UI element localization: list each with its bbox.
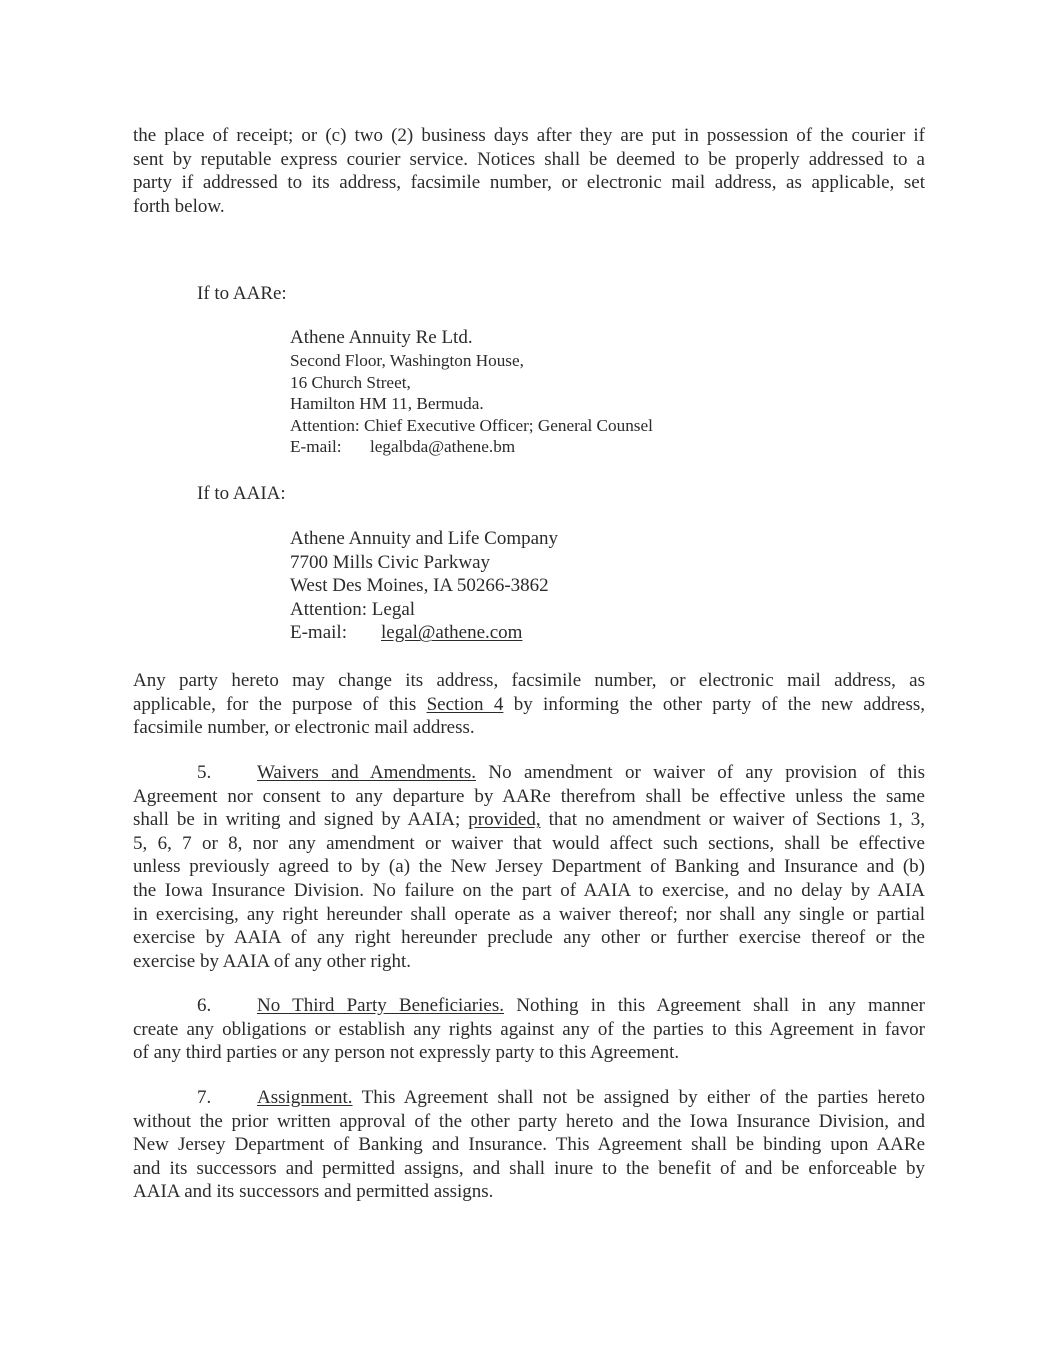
- text-segment: Agreement nor consent to any departure by AARe therefrom shall be effective unless the same: [133, 785, 925, 807]
- text-segment: without the prior written approval of the other party hereto and the Iowa Insurance Division, and: [133, 1110, 925, 1132]
- text-line: [133, 1110, 925, 1134]
- text-line: [133, 1018, 925, 1042]
- aare-address-block: [290, 326, 653, 458]
- aaia-label: If to AAIA:: [197, 483, 286, 504]
- text-segment: facsimile number, or electronic mail address.: [133, 717, 475, 739]
- text-segment: the Iowa Insurance Division. No failure on the part of AAIA to exercise, and no delay by AAIA: [133, 879, 925, 901]
- text-line: [133, 994, 925, 1018]
- text-line: [133, 693, 925, 717]
- text-segment: Nothing in this Agreement shall in any manner: [503, 995, 926, 1016]
- aare-address-line: Second Floor, Washington House,: [290, 351, 524, 370]
- text-line: [133, 808, 925, 832]
- change-address-paragraph: [133, 669, 925, 740]
- underlined-heading: provided,: [468, 809, 541, 831]
- text-segment: create any obligations or establish any rights against any of the parties to this Agreement in favor: [133, 1018, 925, 1040]
- underlined-heading: Waivers and Amendments.: [257, 762, 476, 783]
- text-line: [133, 124, 925, 148]
- aaia-name: Athene Annuity and Life Company: [290, 528, 559, 549]
- text-line: [133, 761, 925, 785]
- text-segment: that no amendment or waiver of Sections 1, 3,: [540, 809, 926, 831]
- underlined-heading: Section 4: [426, 693, 504, 715]
- text-line: [133, 716, 925, 740]
- aaia-address-line: West Des Moines, IA 50266-3862: [290, 575, 549, 597]
- aaia-attention: Attention: Legal: [290, 598, 416, 620]
- text-segment: New Jersey Department of Banking and Insurance. This Agreement shall be binding upon AARe: [133, 1134, 925, 1156]
- section-5-waivers-and-amendments: [133, 761, 925, 973]
- text-line: [133, 669, 925, 693]
- text-segment: Any party hereto may change its address, facsimile number, or electronic mail address, as: [133, 670, 925, 691]
- aare-address-line: Hamilton HM 11, Bermuda.: [290, 394, 484, 414]
- underlined-heading: No Third Party Beneficiaries.: [257, 995, 504, 1016]
- text-segment: sent by reputable express courier service. Notices shall be deemed to be properly addressed to a: [133, 148, 925, 170]
- text-line: [133, 855, 925, 879]
- text-segment: exercise by AAIA of any right hereunder preclude any other or further exercise thereof or the: [133, 927, 925, 949]
- text-segment: unless previously agreed to by (a) the New Jersey Department of Banking and Insurance and (b): [133, 856, 925, 878]
- text-line: [133, 785, 925, 809]
- text-segment: forth below.: [133, 195, 225, 217]
- aare-email: legalbda@athene.bm: [370, 437, 516, 457]
- aaia-address-line: 7700 Mills Civic Parkway: [290, 551, 491, 573]
- text-segment: No amendment or waiver of any provision of this: [475, 762, 926, 783]
- text-segment: and its successors and permitted assigns, and shall inure to the benefit of and be enforceable by: [133, 1157, 925, 1179]
- text-segment: the place of receipt; or (c) two (2) business days after they are put in possession of the courier if: [133, 125, 925, 146]
- text-line: [133, 879, 925, 903]
- section-number: 6.: [197, 995, 212, 1016]
- section-number: 7.: [197, 1087, 212, 1108]
- text-line: [133, 1041, 925, 1065]
- text-line: [133, 1157, 925, 1181]
- aaia-email-link[interactable]: legal@athene.com: [381, 622, 523, 644]
- underlined-heading: Assignment.: [257, 1087, 353, 1108]
- text-segment: shall be in writing and signed by AAIA;: [133, 809, 469, 831]
- aaia-address-block: [290, 527, 558, 645]
- text-segment: exercise by AAIA of any other right.: [133, 950, 412, 972]
- text-segment: of any third parties or any person not expressly party to this Agreement.: [133, 1042, 680, 1064]
- text-segment: in exercising, any right hereunder shall operate as a waiver thereof; nor shall any single or partial: [133, 903, 925, 925]
- text-line: [133, 171, 925, 195]
- aare-attention: Attention: Chief Executive Officer; General Counsel: [290, 415, 653, 435]
- text-segment: by informing the other party of the new address,: [503, 693, 925, 715]
- section-7-assignment: [133, 1086, 925, 1204]
- text-line: [133, 903, 925, 927]
- text-line: [133, 950, 925, 974]
- text-segment: party if addressed to its address, facsimile number, or electronic mail address, as applicable, set: [133, 172, 925, 194]
- section-6-no-third-party-beneficiaries: [133, 994, 925, 1065]
- aare-name: Athene Annuity Re Ltd.: [290, 327, 473, 348]
- text-line: [133, 148, 925, 172]
- text-segment: 5, 6, 7 or 8, nor any amendment or waiver that would affect such sections, shall be effective: [133, 832, 925, 854]
- text-line: [133, 832, 925, 856]
- text-segment: applicable, for the purpose of this: [133, 693, 427, 715]
- aare-email-label: E-mail:: [290, 437, 342, 457]
- section-number: 5.: [197, 762, 212, 783]
- notice-paragraph: [133, 124, 925, 218]
- aare-label: If to AARe:: [197, 283, 287, 304]
- text-line: [133, 926, 925, 950]
- text-segment: This Agreement shall not be assigned by either of the parties hereto: [352, 1087, 925, 1108]
- text-line: [133, 195, 925, 219]
- text-line: [133, 1086, 925, 1110]
- text-line: [133, 1180, 925, 1204]
- text-segment: AAIA and its successors and permitted assigns.: [133, 1181, 494, 1203]
- aaia-email-label: E-mail:: [290, 622, 347, 644]
- text-line: [133, 1133, 925, 1157]
- aare-address-line: 16 Church Street,: [290, 372, 411, 392]
